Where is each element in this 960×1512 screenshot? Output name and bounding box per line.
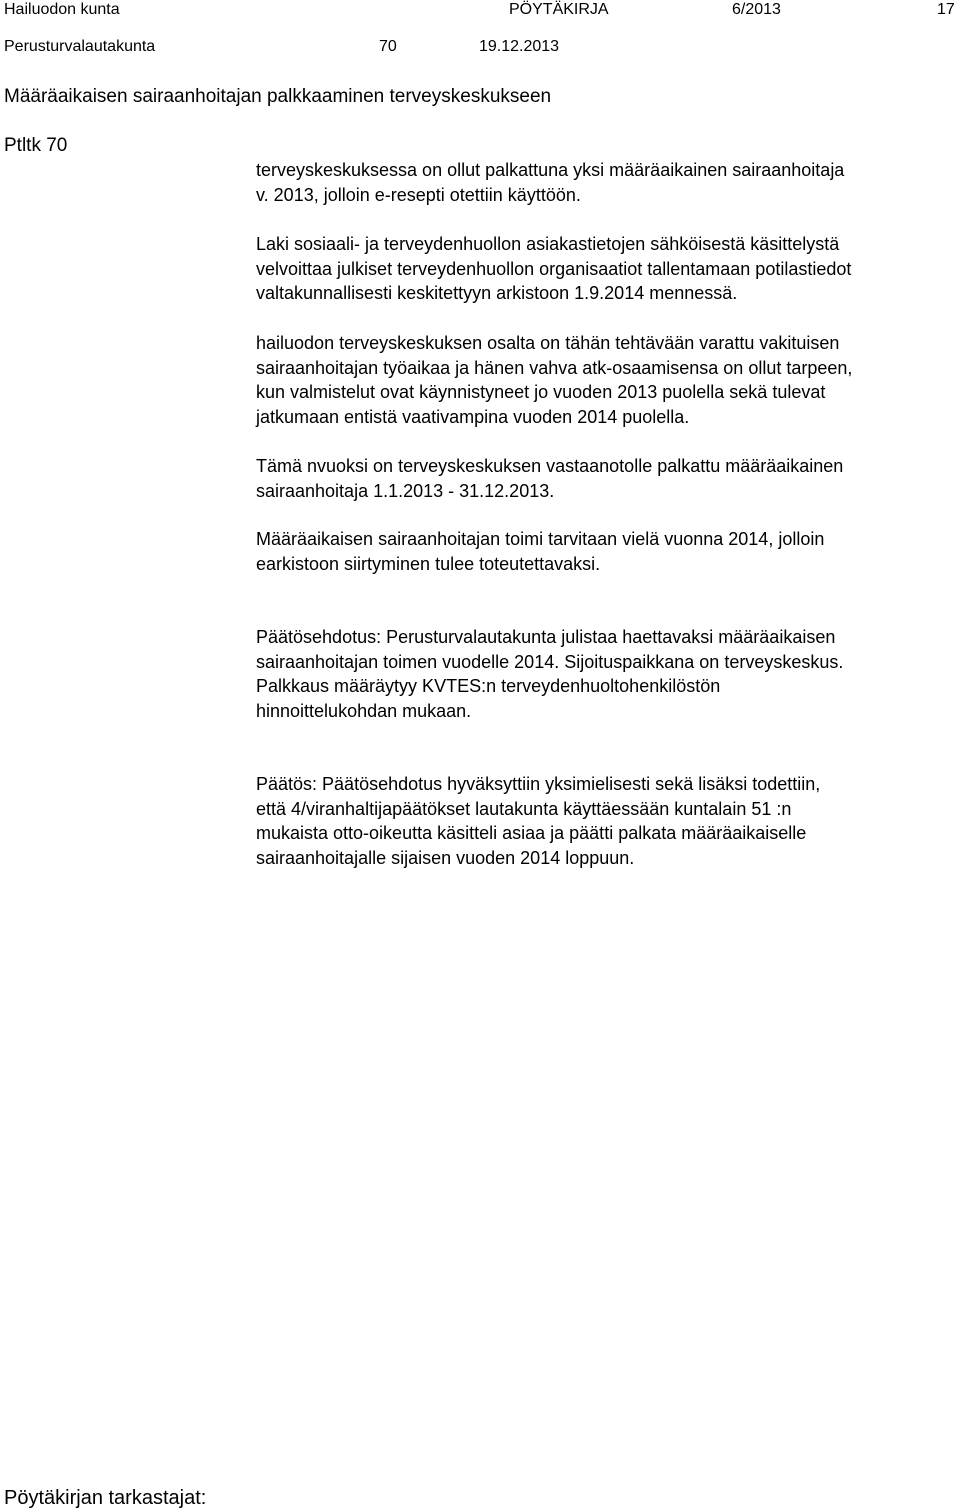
paragraph-line: hailuodon terveyskeskuksen osalta on tähän tehtävään varattu vakituisen (256, 333, 840, 353)
paragraph-line: sairaanhoitajalle sijaisen vuoden 2014 loppuun. (256, 847, 635, 868)
section-label: Ptltk 70 (4, 135, 68, 156)
meeting-date: 19.12.2013 (479, 38, 560, 55)
paragraph-line: Palkkaus määräytyy KVTES:n terveydenhuoltohenkilöstön (256, 676, 721, 696)
section-reference: 70 (379, 38, 397, 55)
paragraph-line: terveyskeskuksessa on ollut palkattuna yksi määräaikainen sairaanhoitaja (256, 160, 845, 180)
paragraph-1 (256, 158, 956, 207)
page-number: 17 (937, 1, 955, 18)
paragraph-line: Määräaikaisen sairaanhoitajan toimi tarvitaan vielä vuonna 2014, jolloin (256, 529, 825, 549)
paragraph-line: Päätös: Päätösehdotus hyväksyttiin yksimielisesti sekä lisäksi todettiin, (256, 774, 821, 794)
paragraph-line: Laki sosiaali- ja terveydenhuollon asiakastietojen sähköisestä käsittelystä (256, 234, 840, 254)
committee-name: Perusturvalautakunta (4, 38, 156, 55)
decision (256, 772, 956, 870)
paragraph-2 (256, 232, 956, 306)
paragraph-line: hinnoittelukohdan mukaan. (256, 700, 472, 721)
document-number: 6/2013 (732, 1, 781, 18)
paragraph-line: sairaanhoitajan työaikaa ja hänen vahva atk-osaamisensa on ollut tarpeen, (256, 357, 853, 378)
paragraph-line: sairaanhoitajan toimen vuodelle 2014. Sijoituspaikkana on terveyskeskus. (256, 651, 844, 672)
paragraph-5 (256, 527, 956, 576)
paragraph-line: v. 2013, jolloin e-resepti otettiin käyttöön. (256, 184, 581, 205)
document-title: Määräaikaisen sairaanhoitajan palkkaaminen terveyskeskukseen (4, 86, 552, 107)
paragraph-4 (256, 454, 956, 503)
decision-proposal (256, 625, 956, 723)
paragraph-line: velvoittaa julkiset terveydenhuollon organisaatiot tallentamaan potilastiedot (256, 258, 852, 279)
paragraph-line: kun valmistelut ovat käynnistyneet jo vuoden 2013 puolella sekä tulevat (256, 382, 826, 402)
paragraph-line: mukaista otto-oikeutta käsitteli asiaa ja päätti palkata määräaikaiselle (256, 823, 807, 843)
paragraph-line: Tämä nvuoksi on terveyskeskuksen vastaanotolle palkattu määräaikainen (256, 456, 844, 476)
document-type: PÖYTÄKIRJA (509, 1, 609, 18)
paragraph-line: että 4/viranhaltijapäätökset lautakunta käyttäessään kuntalain 51 :n (256, 798, 792, 819)
paragraph-line: valtakunnallisesti keskitettyyn arkistoon 1.9.2014 mennessä. (256, 283, 738, 303)
paragraph-line: Päätösehdotus: Perusturvalautakunta julistaa haettavaksi määräaikaisen (256, 627, 836, 647)
paragraph-line: earkistoon siirtyminen tulee toteutettavaksi. (256, 553, 601, 574)
municipality-name: Hailuodon kunta (4, 1, 120, 18)
paragraph-3 (256, 331, 956, 429)
footer-inspectors-label: Pöytäkirjan tarkastajat: (4, 1487, 207, 1509)
paragraph-line: jatkumaan entistä vaativampina vuoden 2014 puolella. (256, 406, 690, 427)
paragraph-line: sairaanhoitaja 1.1.2013 - 31.12.2013. (256, 480, 555, 501)
